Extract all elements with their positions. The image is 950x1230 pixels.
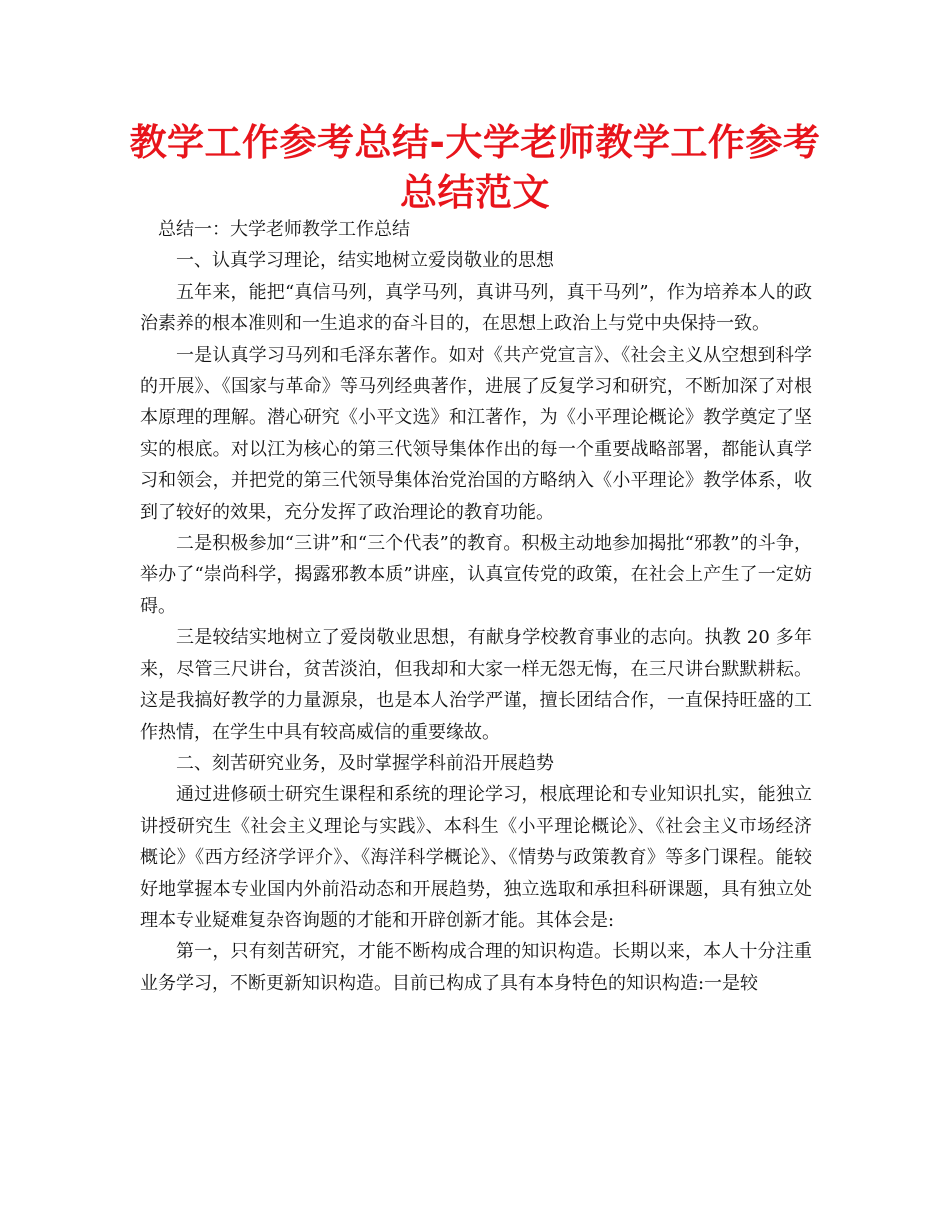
section-heading-1: 一、认真学习理论，结实地树立爱岗敬业的思想 [176, 250, 554, 272]
body-paragraph: 三是较结实地树立了爱岗敬业思想，有献身学校教育事业的志向。执教 20 多年来，尽管三尺讲台，贫苦淡泊，但我却和大家一样无怨无悔，在三尺讲台默默耕耘。这是我搞好教学的力量源泉，也是本人治学严谨，擅长团结合作，一直保持旺盛的工作热情，在学生中具有较高威信的重要缘故。 [140, 627, 812, 743]
section-heading-summary: 总结一：大学老师教学工作总结 [158, 219, 410, 240]
body-paragraph: 一是认真学习马列和毛泽东著作。如对《共产党宣言》、《社会主义从空想到科学的开展》、《国家与革命》等马列经典著作，进展了反复学习和研究，不断加深了对根本原理的理解。潜心研究《小平文选》和江著作，为《小平理论概论》教学奠定了坚实的根底。对以江为核心的第三代领导集体作出的每一个重要战略部署，都能认真学习和领会，并把党的第三代领导集体治党治国的方略纳入《小平理论》教学体系，收到了较好的效果，充分发挥了政治理论的教育功能。 [140, 344, 812, 523]
body-paragraph: 五年来，能把“真信马列，真学马列，真讲马列，真干马列”，作为培养本人的政治素养的根本准则和一生追求的奋斗目的，在思想上政治上与党中央保持一致。 [140, 281, 812, 335]
document-body [140, 214, 812, 999]
body-paragraph: 二是积极参加“三讲”和“三个代表”的教育。积极主动地参加揭批“邪教”的斗争，举办了“崇尚科学，揭露邪教本质”讲座，认真宣传党的政策，在社会上产生了一定妨碍。 [140, 533, 812, 617]
section-heading-2: 二、刻苦研究业务，及时掌握学科前沿开展趋势 [176, 752, 554, 774]
document-title: 教学工作参考总结-大学老师教学工作参考总结范文 [129, 121, 821, 214]
body-paragraph: 通过进修硕士研究生课程和系统的理论学习，根底理论和专业知识扎实，能独立讲授研究生《社会主义理论与实践》、本科生《小平理论概论》、《社会主义市场经济概论》《西方经济学评介》、《海洋科学概论》、《情势与政策教育》等多门课程。能较好地掌握本专业国内外前沿动态和开展趋势，独立选取和承担科研课题，具有独立处理本专业疑难复杂咨询题的才能和开辟创新才能。其体会是: [140, 784, 812, 931]
body-paragraph: 第一，只有刻苦研究，才能不断构成合理的知识构造。长期以来，本人十分注重业务学习，不断更新知识构造。目前已构成了具有本身特色的知识构造:一是较 [140, 941, 812, 994]
